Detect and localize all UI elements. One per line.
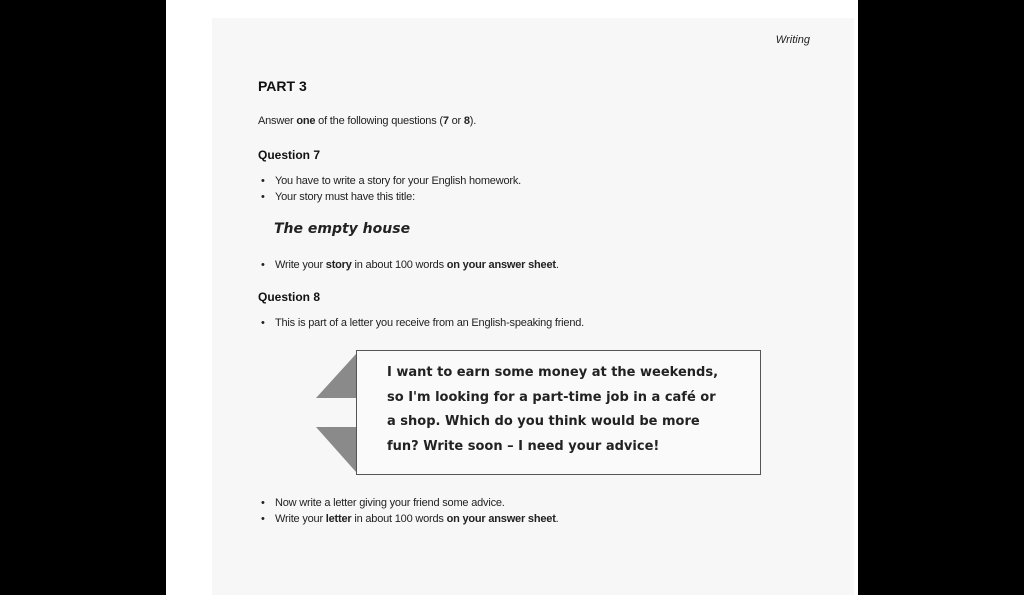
q8-bullet-2: Now write a letter giving your friend some advice. [275,497,505,509]
instruction-bold-eight: 8 [463,115,470,127]
question-7-bullets [258,173,521,205]
bullet-icon: • [261,497,265,509]
bullet-icon: • [261,513,265,525]
q8-bullet-3-pre: Write your [275,513,326,525]
list-item [258,315,584,331]
q7-bullet-3-pre: Write your [275,259,326,271]
friend-letter-box [356,350,761,475]
q7-bullet-3-bold-answer-sheet: on your answer sheet [446,259,556,271]
bullet-icon: • [261,317,265,329]
q8-bullet-3-post: . [555,513,559,525]
letter-line-4: fun? Write soon – I need your advice! [387,438,660,454]
letter-line-2: so I'm looking for a part-time job in a café or [387,389,716,405]
envelope-arrow-icon [314,354,360,472]
question-8-bullets [258,315,584,331]
q7-bullet-2: Your story must have this title: [275,191,415,203]
arrow-upper-shape [316,354,356,398]
instruction-bold-seven: 7 [442,115,449,127]
friend-letter-text [387,361,747,459]
section-tag: Writing [775,34,810,46]
instruction-mid: of the following questions ( [315,115,443,127]
bullet-icon: • [261,259,265,271]
story-title: The empty house [274,221,411,237]
q7-bullet-3-post: . [555,259,559,271]
question-7-bullets-2 [258,257,559,273]
q8-bullet-3-mid: in about 100 words [351,513,447,525]
arrow-lower-shape [316,427,356,472]
part-title: PART 3 [258,78,307,94]
list-item [258,511,559,527]
list-item [258,257,559,273]
q8-bullet-1: This is part of a letter you receive from an English-speaking friend. [275,317,585,329]
letter-line-1: I want to earn some money at the weekends, [387,365,719,380]
instruction-or: or [448,115,464,127]
question-8-bullets-2 [258,495,559,527]
letter-line-3: a shop. Which do you think would be more [387,414,700,429]
question-8-heading: Question 8 [258,290,321,304]
q7-bullet-3-bold-story: story [325,259,352,271]
list-item [258,495,559,511]
bullet-icon: • [261,191,265,203]
q7-bullet-1: You have to write a story for your English homework. [275,175,521,187]
instruction-text [258,115,476,127]
q7-bullet-3-mid: in about 100 words [351,259,447,271]
instruction-pre: Answer [258,115,297,127]
q8-bullet-3-bold-answer-sheet: on your answer sheet [446,513,556,525]
q8-bullet-3-bold-letter: letter [325,513,352,525]
list-item [258,173,521,189]
instruction-post: ). [469,115,477,127]
instruction-bold-one: one [296,115,316,127]
list-item [258,189,521,205]
exam-page [212,18,854,595]
bullet-icon: • [261,175,265,187]
document-frame [166,0,858,595]
question-7-heading: Question 7 [258,148,321,162]
